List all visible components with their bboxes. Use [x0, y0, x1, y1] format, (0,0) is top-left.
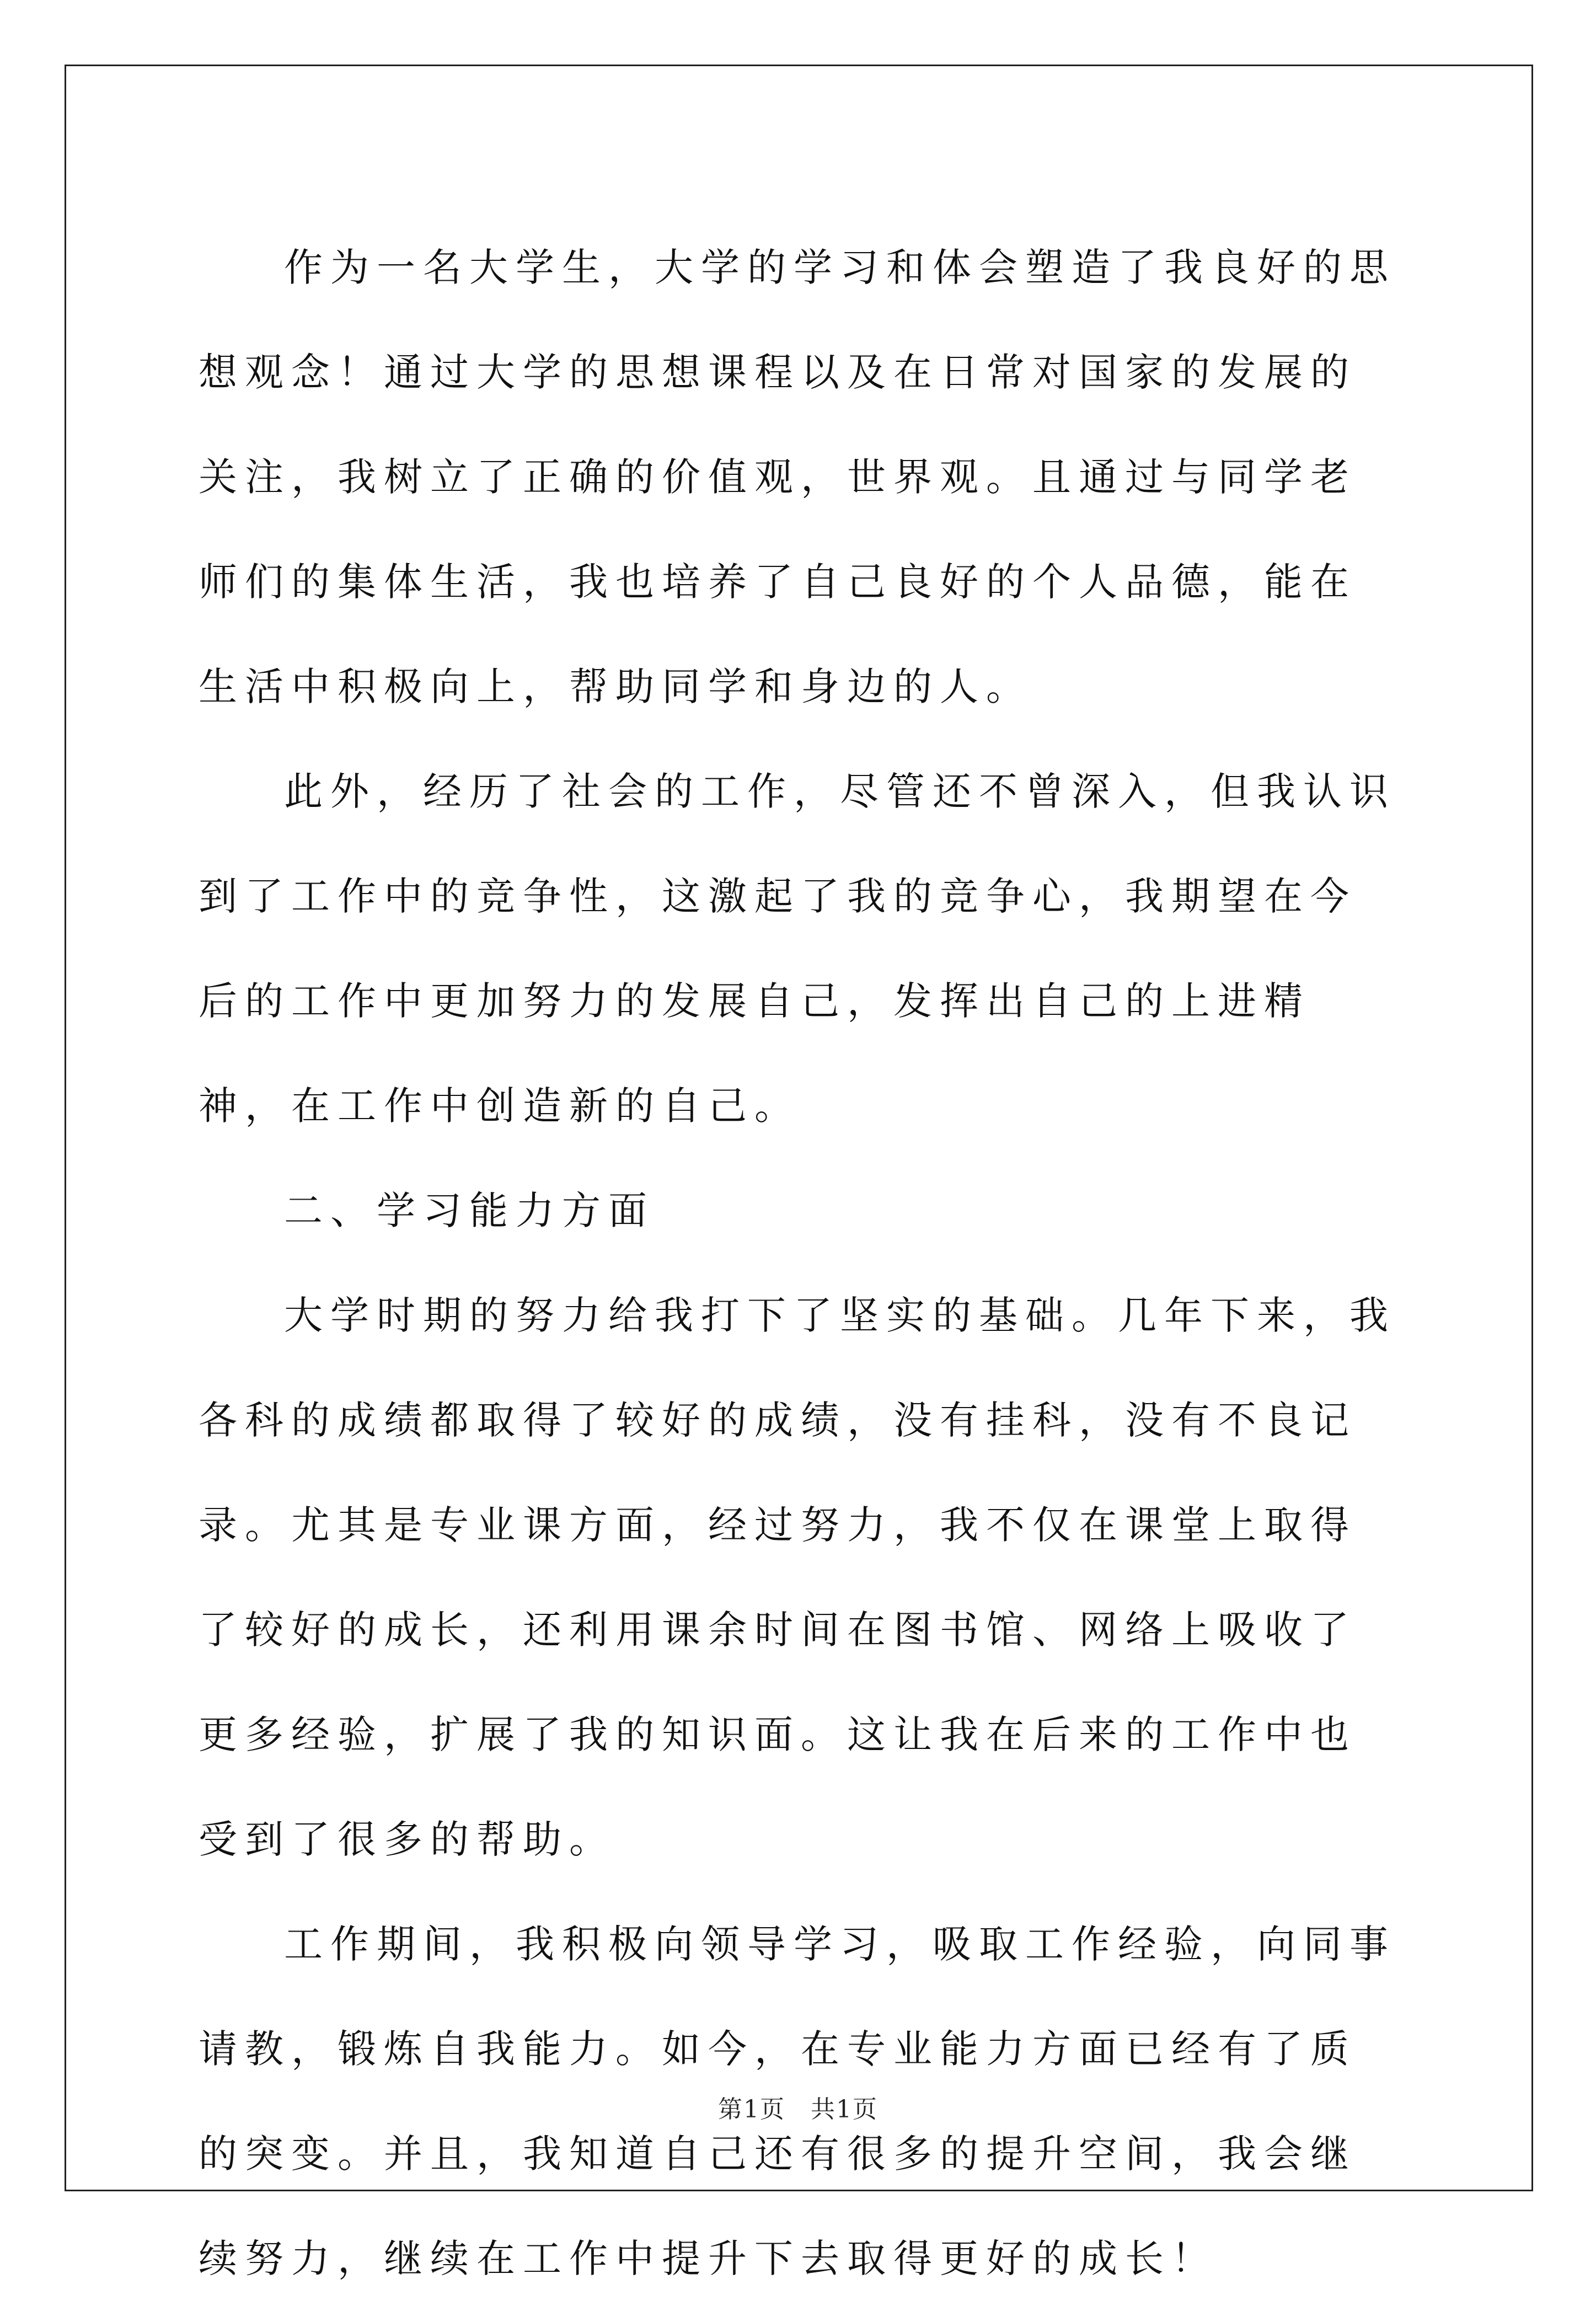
- paragraph-work-experience: 此外，经历了社会的工作，尽管还不曾深入，但我认识到了工作中的竞争性，这激起了我的竞争心，我期望在今后的工作中更加努力的发展自己，发挥出自己的上进精神，在工作中创造新的自己。: [199, 769, 1396, 1128]
- paragraph-work-learning: 工作期间，我积极向领导学习，吸取工作经验，向同事请教，锻炼自我能力。如今，在专业能力方面已经有了质的突变。并且，我知道自己还有很多的提升空间，我会继续努力，继续在工作中提升下去取得更好的成长！: [199, 1922, 1396, 2281]
- section-heading-learning: 二、学习能力方面: [284, 1188, 655, 1233]
- page-number: 第1页 共1页: [718, 2095, 878, 2123]
- paragraph-thoughts: 作为一名大学生，大学的学习和体会塑造了我良好的思想观念！通过大学的思想课程以及在日常对国家的发展的关注，我树立了正确的价值观，世界观。且通过与同学老师们的集体生活，我也培养了自己良好的个人品德，能在生活中积极向上，帮助同学和身边的人。: [199, 245, 1396, 709]
- paragraph-university-study: 大学时期的努力给我打下了坚实的基础。几年下来，我各科的成绩都取得了较好的成绩，没有挂科，没有不良记录。尤其是专业课方面，经过努力，我不仅在课堂上取得了较好的成长，还利用课余时间在图书馆、网络上吸收了更多经验，扩展了我的知识面。这让我在后来的工作中也受到了很多的帮助。: [199, 1293, 1396, 1862]
- document-body: [199, 215, 1401, 2311]
